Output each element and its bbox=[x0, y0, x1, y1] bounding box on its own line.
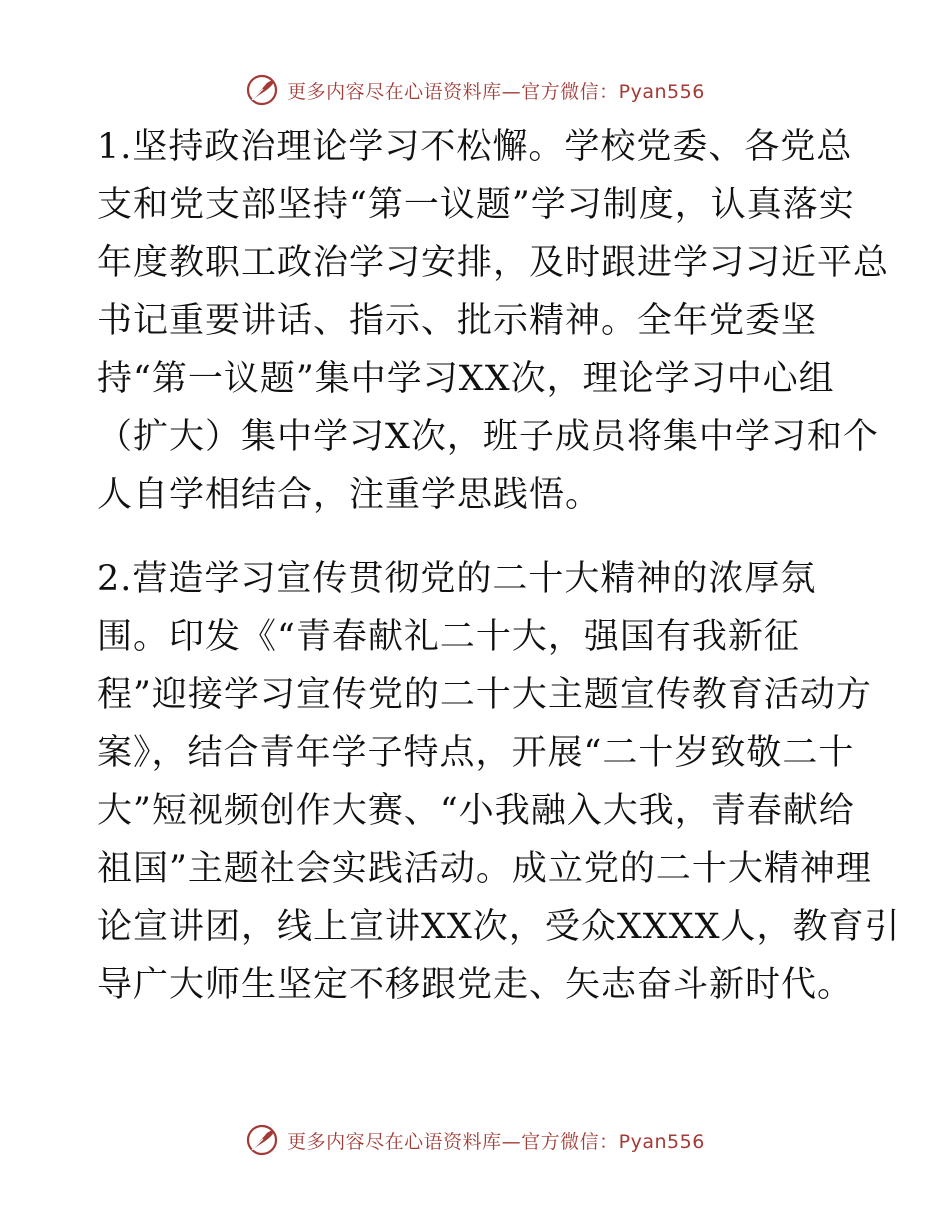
document-body bbox=[97, 118, 901, 1014]
text-line: 围。印发《“青春献礼二十大，强国有我新征 bbox=[97, 617, 800, 657]
text-line: 1.坚持政治理论学习不松懈。学校党委、各党总 bbox=[97, 127, 853, 167]
text-line: 导广大师生坚定不移跟党走、矢志奋斗新时代。 bbox=[97, 965, 854, 1005]
header-banner bbox=[0, 70, 950, 110]
text-line: 论宣讲团，线上宣讲XX次，受众XXXX人，教育引 bbox=[97, 907, 901, 947]
feather-pen-logo-icon bbox=[245, 73, 279, 107]
text-line: 支和党支部坚持“第一议题”学习制度，认真落实 bbox=[97, 185, 855, 225]
paragraph-1 bbox=[97, 118, 890, 524]
text-line: 案》，结合青年学子特点，开展“二十岁致敬二十 bbox=[97, 733, 855, 773]
text-line: 持“第一议题”集中学习XX次，理论学习中心组 bbox=[97, 359, 835, 399]
text-line: 程”迎接学习宣传党的二十大主题宣传教育活动方 bbox=[97, 675, 872, 715]
footer-banner bbox=[0, 1120, 950, 1160]
text-line: 人自学相结合，注重学思践悟。 bbox=[97, 475, 602, 515]
footer-banner-text: 更多内容尽在心语资料库—官方微信：Pyan556 bbox=[287, 1130, 705, 1153]
text-line: 祖国”主题社会实践活动。成立党的二十大精神理 bbox=[97, 849, 872, 889]
text-line: （扩大）集中学习X次，班子成员将集中学习和个 bbox=[97, 417, 879, 457]
text-line: 书记重要讲话、指示、批示精神。全年党委坚 bbox=[97, 301, 818, 341]
text-line: 大”短视频创作大赛、“小我融入大我，青春献给 bbox=[97, 791, 855, 831]
text-line: 2.营造学习宣传贯彻党的二十大精神的浓厚氛 bbox=[97, 559, 817, 599]
paragraph-2 bbox=[97, 550, 901, 1014]
header-banner-text: 更多内容尽在心语资料库—官方微信：Pyan556 bbox=[287, 80, 705, 103]
text-line: 年度教职工政治学习安排，及时跟进学习习近平总 bbox=[97, 243, 890, 283]
feather-pen-logo-icon bbox=[245, 1123, 279, 1157]
